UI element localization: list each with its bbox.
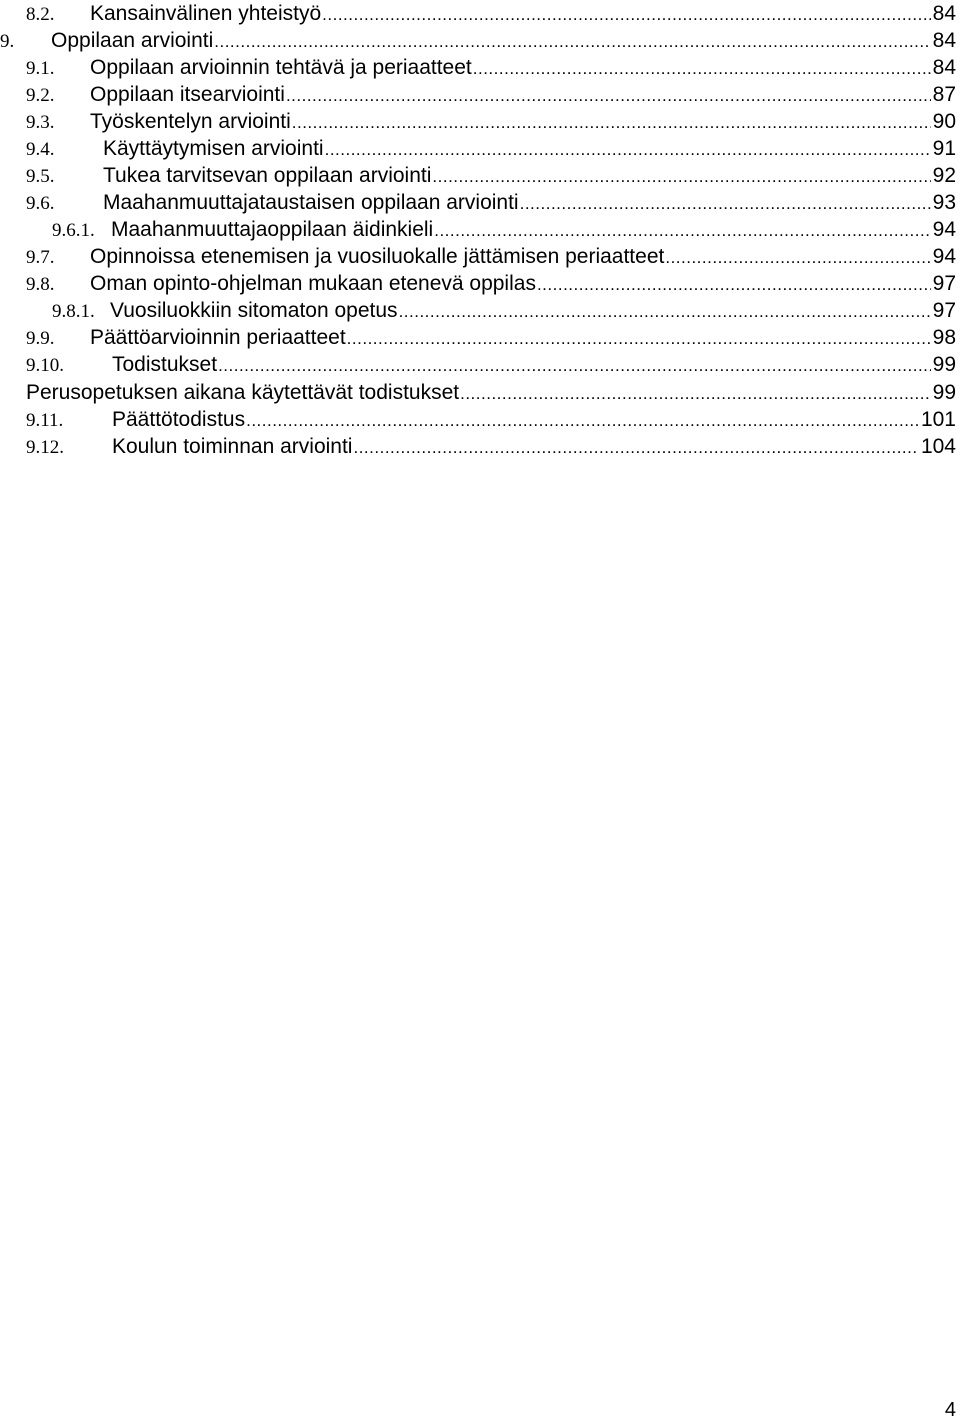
toc-dot-leader [286,82,931,109]
toc-entry-page: 99 [932,353,956,376]
toc-entry[interactable] [26,0,956,27]
toc-entry-title: Käyttäytymisen arviointi [103,137,324,160]
toc-entry[interactable] [26,243,956,270]
toc-entry-page: 91 [932,137,956,160]
toc-entry[interactable] [26,81,956,108]
toc-dot-leader [322,1,930,28]
toc-entry[interactable] [26,162,956,189]
toc-dot-leader [246,407,919,434]
toc-entry-page: 87 [932,83,956,106]
toc-entry-number: 9.9. [26,328,55,349]
toc-entry-title: Päättöarvioinnin periaatteet [90,326,346,349]
toc-entry-number: 9.6. [26,193,55,214]
toc-entry-title: Tukea tarvitsevan oppilaan arviointi [103,164,432,187]
toc-entry[interactable] [52,297,956,324]
toc-entry-number: 9.2. [26,85,55,106]
toc-dot-leader [520,190,931,217]
toc-entry-page: 97 [932,272,956,295]
toc-entry[interactable] [26,54,956,81]
toc-entry-title: Maahanmuuttajaoppilaan äidinkieli [111,218,434,241]
toc-entry[interactable] [0,27,956,54]
toc-entry-title: Maahanmuuttajataustaisen oppilaan arviointi [103,191,519,214]
toc-dot-leader [353,434,918,461]
toc-entry-title: Oppilaan arviointi [51,29,214,52]
toc-entry-page: 84 [932,2,956,25]
toc-entry-title: Vuosiluokkiin sitomaton opetus [110,299,398,322]
toc-dot-leader [325,136,931,163]
toc-entry-number: 9.1. [26,58,55,79]
toc-entry-number: 9.3. [26,112,55,133]
toc-entry-title: Kansainvälinen yhteistyö [90,2,322,25]
toc-entry[interactable] [26,135,956,162]
toc-entry-page: 93 [932,191,956,214]
toc-dot-leader [292,109,931,136]
toc-entry-title: Todistukset [112,353,218,376]
toc-entry[interactable] [26,379,956,406]
toc-entry-page: 84 [932,29,956,52]
toc-entry-title: Koulun toiminnan arviointi [112,435,353,458]
toc-entry-number: 9.4. [26,139,55,160]
toc-entry-page: 92 [932,164,956,187]
toc-entry[interactable] [26,108,956,135]
toc-entry-number: 9.10. [26,355,64,376]
toc-entry-title: Oppilaan itsearviointi [90,83,285,106]
toc-entry[interactable] [26,189,956,216]
toc-dot-leader [460,380,931,407]
toc-dot-leader [537,271,931,298]
toc-entry-page: 90 [932,110,956,133]
toc-entry[interactable] [26,433,956,460]
toc-entry-title: Oman opinto-ohjelman mukaan etenevä oppilas [90,272,536,295]
toc-entry-page: 104 [920,435,956,458]
toc-entry-number: 9.7. [26,247,55,268]
toc-dot-leader [399,298,931,325]
toc-entry[interactable] [26,324,956,351]
toc-entry[interactable] [26,351,956,378]
toc-dot-leader [214,28,930,55]
toc-entry-page: 101 [920,408,956,431]
toc-entry-number: 9.8. [26,274,55,295]
toc-dot-leader [432,163,930,190]
toc-entry[interactable] [26,406,956,433]
toc-dot-leader [665,244,930,271]
toc-dot-leader [347,325,931,352]
page-number: 4 [944,1399,956,1421]
toc-dot-leader [218,352,931,379]
toc-entry-title: Perusopetuksen aikana käytettävät todistukset [26,381,460,404]
toc-entry-page: 94 [932,218,956,241]
toc-entry[interactable] [26,270,956,297]
toc-entry-number: 8.2. [26,4,55,25]
toc-entry-page: 99 [932,381,956,404]
toc-entry-title: Päättötodistus [112,408,246,431]
toc-entry-page: 98 [932,326,956,349]
toc-entry-number: 9. [0,31,15,52]
toc-dot-leader [434,217,930,244]
toc-entry-title: Oppilaan arvioinnin tehtävä ja periaatteet [90,56,472,79]
toc-entry-number: 9.11. [26,410,64,431]
toc-entry-page: 94 [932,245,956,268]
toc-entry-number: 9.5. [26,166,55,187]
toc-entry-number: 9.12. [26,437,64,458]
toc-entry-number: 9.8.1. [52,301,95,322]
toc-entry-page: 84 [932,56,956,79]
toc-dot-leader [473,55,931,82]
toc-entry-page: 97 [932,299,956,322]
toc-entry-number: 9.6.1. [52,220,95,241]
toc-entry-title: Työskentelyn arviointi [90,110,291,133]
toc-entry-title: Opinnoissa etenemisen ja vuosiluokalle jättämisen periaatteet [90,245,665,268]
toc-entry[interactable] [52,216,956,243]
